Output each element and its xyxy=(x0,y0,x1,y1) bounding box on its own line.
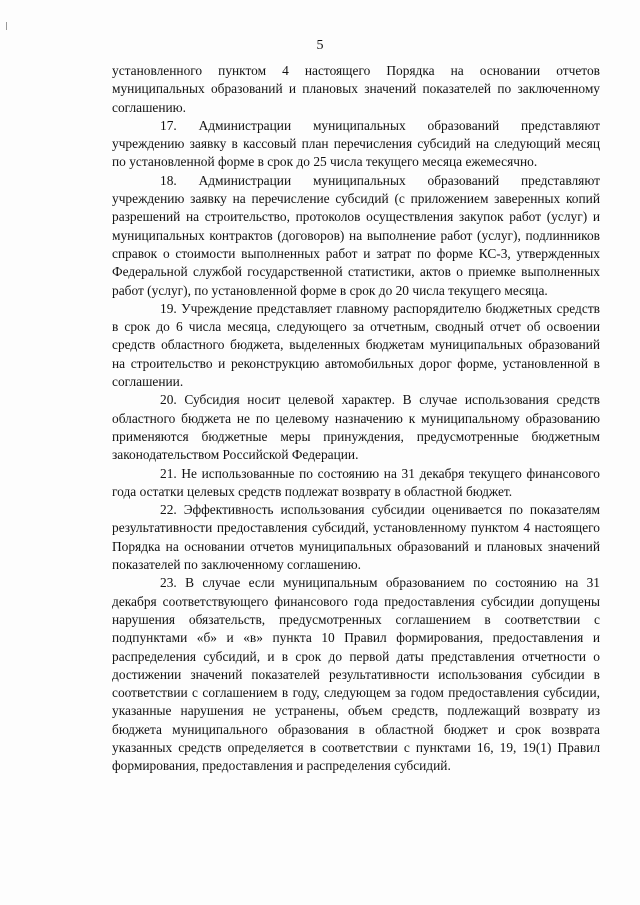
document-body xyxy=(112,62,600,776)
paragraph-23: 23. В случае если муниципальным образованием по состоянию на 31 декабря соответствующего финансового года предоставления субсидии допущены нарушения обязательств, предусмотренных соглашением в соответствии с подпунктами «б» и «в» пункта 10 Правил формирования, предоставления и распределения субсидий, и в срок до первой даты представления отчетности о достижении значений показателей результативности использования субсидии в соответствии с соглашением в году, следующем за годом предоставления субсидии, указанные нарушения не устранены, объем средств, подлежащий возврату из бюджета муниципального образования в областной бюджет и срок возврата указанных средств определяется в соответствии с пунктами 16, 19, 19(1) Правил формирования, предоставления и распределения субсидий. xyxy=(112,575,600,774)
paragraph-19: 19. Учреждение представляет главному распорядителю бюджетных средств в срок до 6 числа месяца, следующего за отчетным, сводный отчет об освоении средств областного бюджета, выделенных бюджетам муниципальных образований на строительство и реконструкцию автомобильных дорог форме, установленной в соглашении. xyxy=(112,300,600,390)
paragraph-continuation: установленного пунктом 4 настоящего Порядка на основании отчетов муниципальных образований и плановых значений показателей по заключенному соглашению. xyxy=(112,63,600,115)
paragraph-18: 18. Администрации муниципальных образований представляют учреждению заявку на перечисление субсидий (с приложением заверенных копий разрешений на строительство, протоколов осуществления закупок работ (услуг) и муниципальных контрактов (договоров) на выполнение работ (услуг), подлинников справок о стоимости выполненных работ и затрат по форме КС-3, утвержденных Федеральной службой государственной статистики, актов о приемке выполненных работ (услуг), по установленной форме в срок до 20 числа текущего месяца. xyxy=(112,172,600,298)
scan-artifact-mark xyxy=(6,22,7,30)
page-number: 5 xyxy=(316,38,324,53)
paragraph-17: 17. Администрации муниципальных образований представляют учреждению заявку в кассовый план перечисления субсидий на следующий месяц по установленной форме в срок до 25 числа текущего месяца ежемесячно. xyxy=(112,117,600,170)
paragraph-20: 20. Субсидия носит целевой характер. В случае использования средств областного бюджета не по целевому назначению к муниципальному образованию применяются бюджетные меры принуждения, предусмотренные бюджетным законодательством Российской Федерации. xyxy=(112,392,600,463)
paragraph-21: 21. Не использованные по состоянию на 31 декабря текущего финансового года остатки целевых средств подлежат возврату в областной бюджет. xyxy=(112,465,600,499)
paragraph-22: 22. Эффективность использования субсидии оценивается по показателям результативности предоставления субсидий, установленному пунктом 4 настоящего Порядка на основании отчетов муниципальных образований и плановых значений показателей по заключенному соглашению. xyxy=(112,502,600,573)
